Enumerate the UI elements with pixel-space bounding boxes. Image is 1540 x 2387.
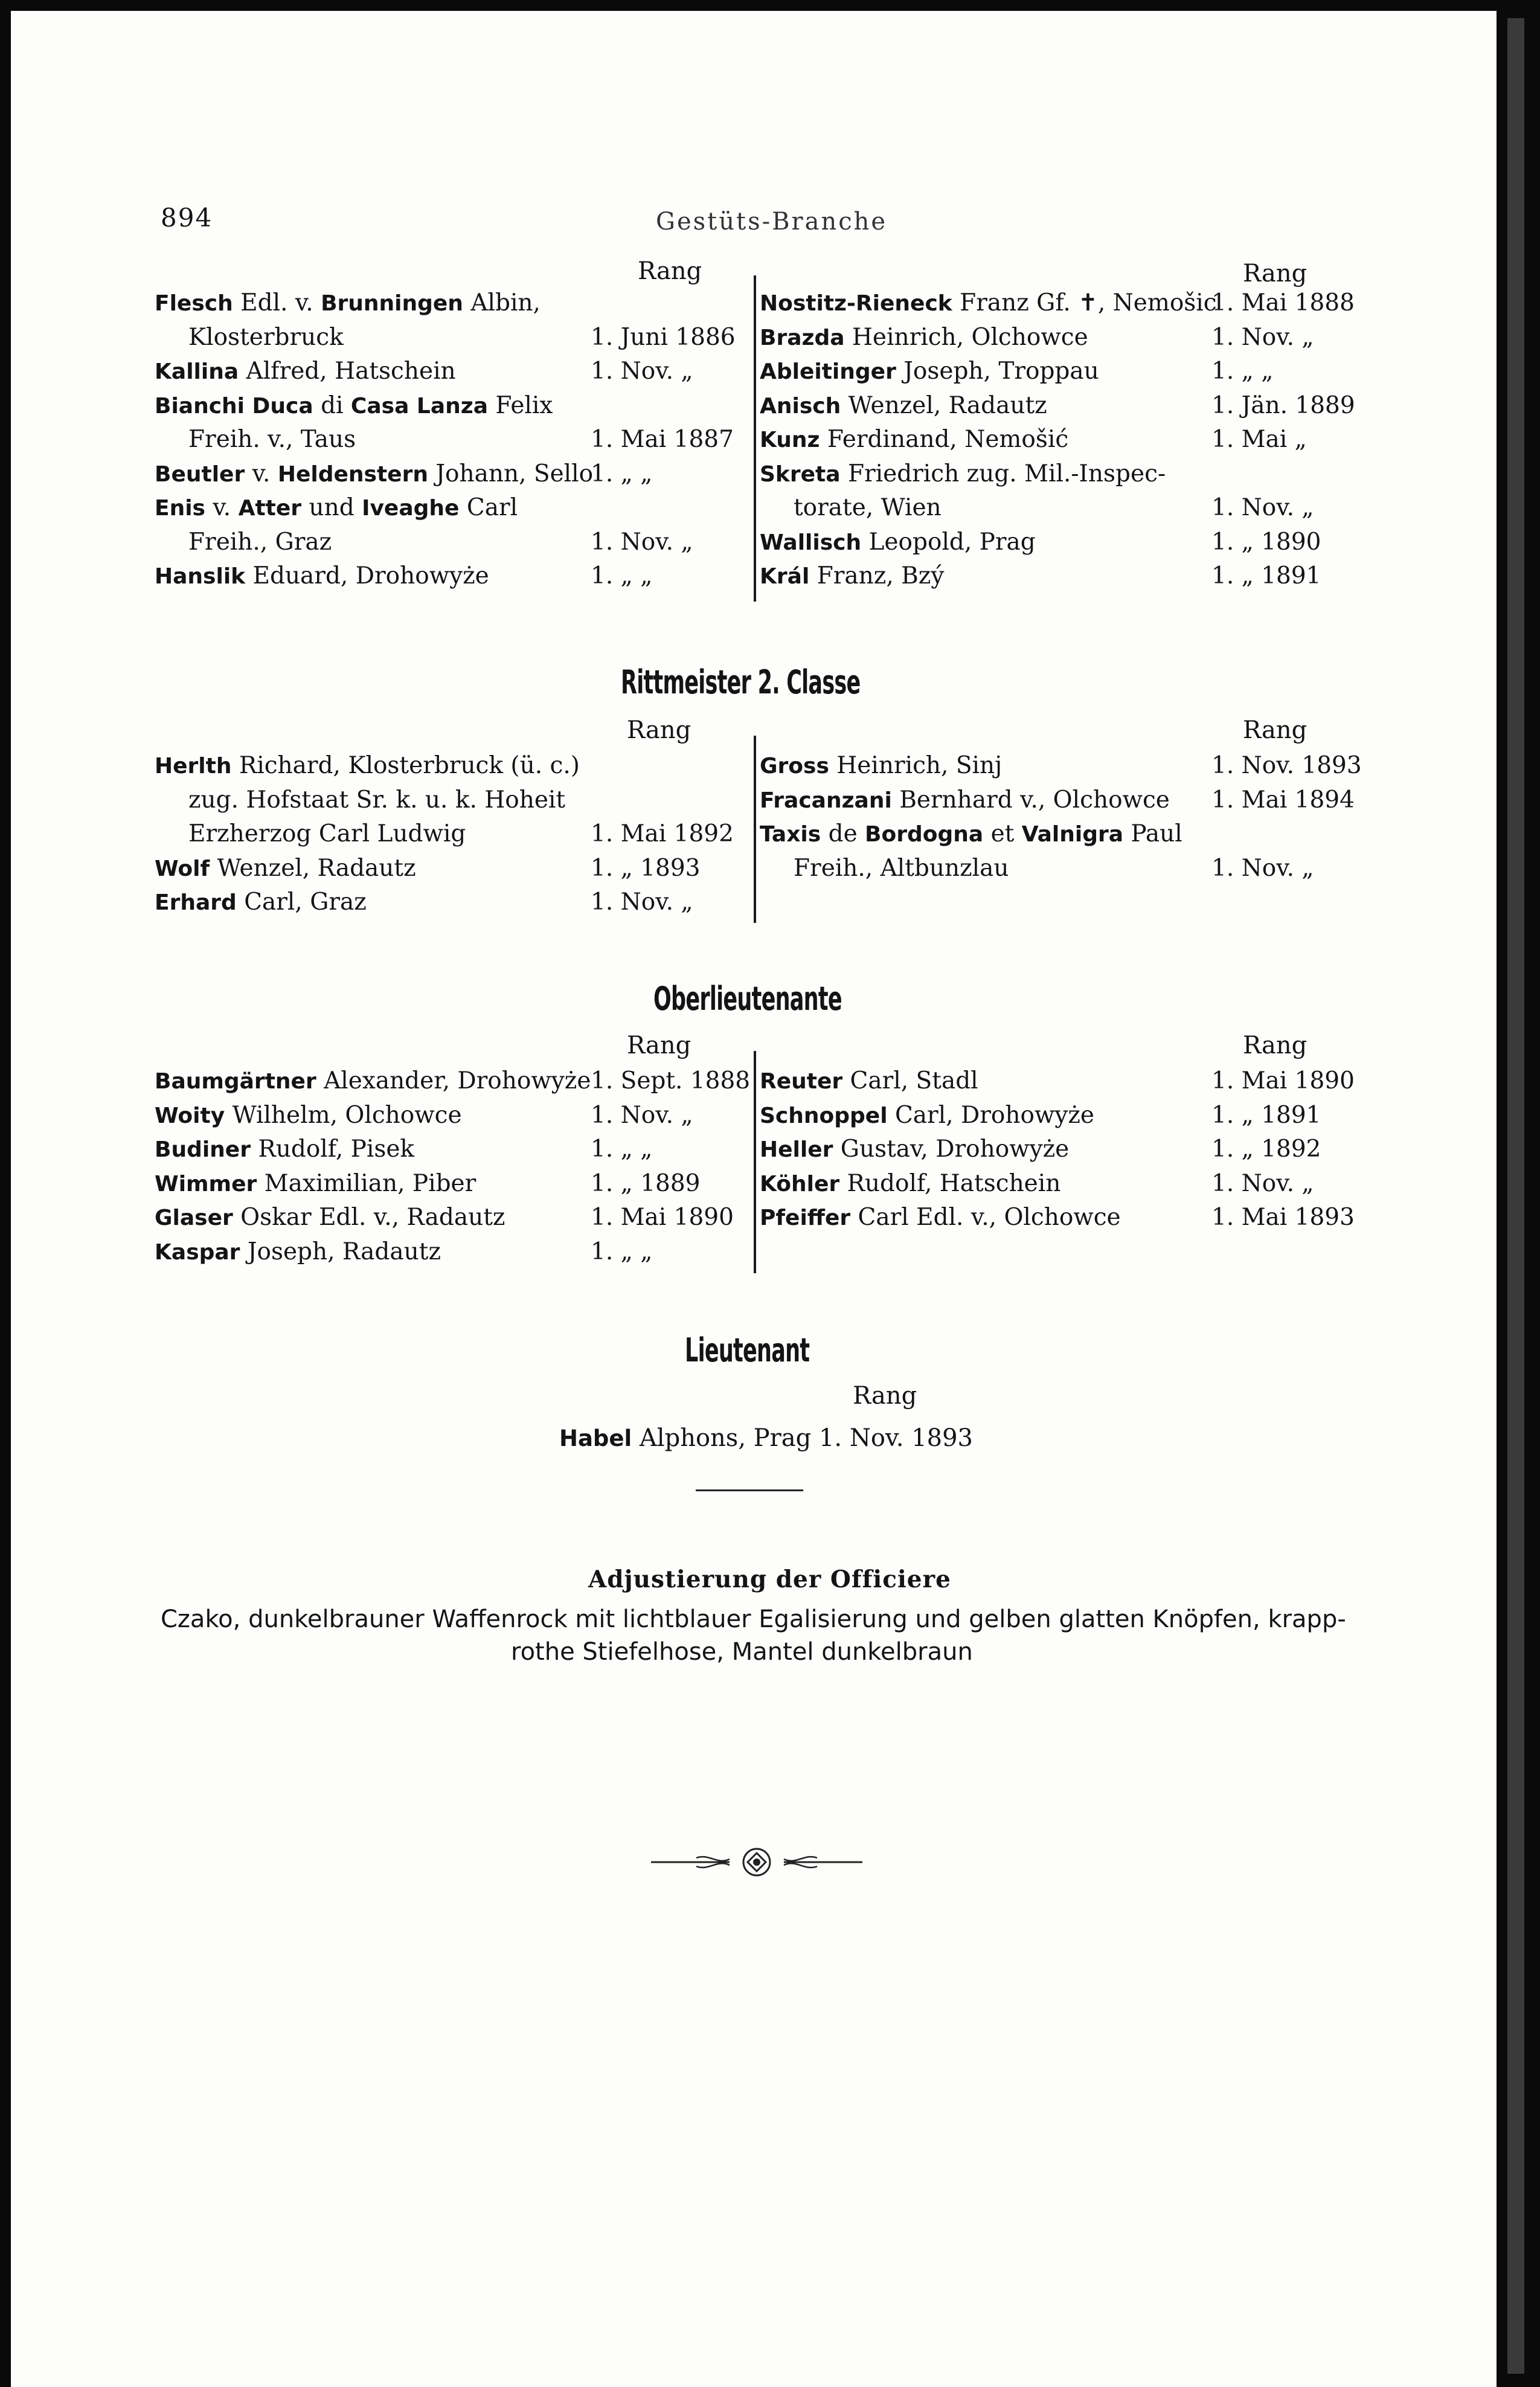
list-item	[760, 1167, 1358, 1201]
entry-rank-date: 1. Mai 1892	[591, 820, 734, 847]
list-item	[760, 1064, 1358, 1099]
entry-surname: Heller	[760, 1137, 833, 1162]
section-title-oberlieutenante: Oberlieutenante	[653, 980, 842, 1018]
list-item	[155, 525, 752, 560]
section-rule	[696, 1489, 803, 1491]
list-item	[155, 457, 752, 492]
entry-text: Franz Gf. ✝, Nemošic	[952, 289, 1217, 316]
entry-name	[760, 1064, 978, 1099]
entry-text: Carl, Drohowyże	[887, 1101, 1094, 1129]
entry-name	[760, 1132, 1069, 1168]
entry-name	[188, 525, 332, 560]
entry-text: Ferdinand, Nemošić	[820, 426, 1069, 453]
entry-surname: Wolf	[155, 856, 210, 881]
entry-surname: Erhard	[155, 890, 237, 915]
entry-text: Albin,	[463, 289, 541, 316]
entry-surname: Ableitinger	[760, 359, 896, 384]
entry-text: Wilhelm, Olchowce	[225, 1101, 462, 1129]
entry-name	[760, 1201, 1121, 1236]
entry-surname: Brunningen	[321, 291, 463, 316]
ober-right-list	[760, 1064, 1358, 1235]
entry-name	[155, 852, 416, 887]
entry-surname: Hanslik	[155, 564, 246, 589]
entry-surname: Bordogna	[865, 822, 984, 847]
page-number: 894	[161, 203, 213, 233]
entry-text: Heinrich, Olchowce	[844, 323, 1088, 351]
rang-label-ober-left: Rang	[627, 1032, 691, 1059]
entry-name	[760, 749, 1002, 784]
entry-text: Felix	[488, 391, 553, 419]
list-item	[760, 1099, 1358, 1133]
list-item	[155, 817, 752, 852]
entry-name	[188, 817, 466, 852]
entry-name	[188, 783, 565, 818]
entry-surname: Nostitz-Rieneck	[760, 291, 952, 316]
entry-text: Heinrich, Sinj	[829, 752, 1003, 779]
list-item	[760, 525, 1358, 560]
list-item	[760, 423, 1358, 457]
list-item	[760, 355, 1358, 389]
column-divider-ritt	[754, 736, 756, 923]
entry-surname: Atter	[238, 496, 302, 521]
book-page	[11, 11, 1497, 2387]
entry-rank-date: 1. „ 1892	[1211, 1136, 1321, 1163]
entry-surname: Reuter	[760, 1069, 843, 1094]
entry-text: Wenzel, Radautz	[210, 854, 416, 882]
entry-rank-date: 1. Nov. „	[1211, 854, 1314, 882]
list-item	[155, 1064, 752, 1099]
entry-text: Rudolf, Pisek	[250, 1136, 415, 1163]
entry-surname: Bianchi Duca	[155, 393, 313, 419]
lieutenant-date: 1. Nov. 1893	[818, 1424, 974, 1452]
entry-text: v.	[245, 460, 278, 487]
entry-surname: Kunz	[760, 428, 820, 452]
entry-rank-date: 1. „ 1893	[591, 854, 701, 882]
entry-surname: Herlth	[155, 754, 232, 779]
entry-surname: Pfeiffer	[760, 1206, 851, 1230]
list-item	[155, 423, 752, 457]
entry-text: Edl. v.	[233, 289, 321, 316]
entry-text: torate, Wien	[794, 494, 942, 521]
entry-text: Carl, Stadl	[842, 1067, 978, 1094]
entry-surname: Skreta	[760, 461, 841, 487]
entry-text: Erzherzog Carl Ludwig	[188, 820, 466, 847]
entry-rank-date: 1. Mai „	[1211, 426, 1307, 453]
entry-rank-date: 1. Nov. „	[591, 528, 693, 556]
top-left-list	[155, 286, 752, 594]
entry-name	[760, 321, 1088, 356]
list-item	[155, 389, 752, 423]
entry-name	[155, 1235, 441, 1270]
entry-text: zug. Hofstaat Sr. k. u. k. Hoheit	[188, 786, 566, 814]
lieutenant-name: Alphons, Prag	[632, 1424, 819, 1452]
list-item	[155, 749, 752, 783]
entry-rank-date: 1. Juni 1886	[591, 323, 736, 351]
rang-label-top-right: Rang	[1243, 260, 1307, 288]
entry-surname: Baumgärtner	[155, 1069, 316, 1094]
entry-text: Freih., Altbunzlau	[794, 854, 1009, 882]
list-item	[155, 559, 752, 594]
entry-rank-date: 1. „ „	[591, 460, 653, 487]
entry-text: Freih., Graz	[188, 528, 332, 556]
list-item	[760, 286, 1358, 321]
entry-rank-date: 1. Nov. „	[591, 1101, 693, 1129]
entry-rank-date: 1. Nov. „	[1211, 494, 1314, 521]
entry-name	[760, 1167, 1060, 1202]
list-item	[155, 885, 752, 920]
entry-surname: Beutler	[155, 461, 245, 487]
entry-name	[760, 423, 1068, 458]
list-item	[155, 1167, 752, 1201]
entry-surname: Heldenstern	[277, 461, 428, 487]
entry-name	[155, 389, 553, 424]
ornament-divider	[651, 1847, 862, 1877]
entry-name	[155, 286, 541, 321]
top-right-list	[760, 286, 1358, 594]
section-title-lieutenant: Lieutenant	[685, 1331, 810, 1369]
entry-name	[760, 286, 1217, 321]
entry-rank-date: 1. Jän. 1889	[1211, 391, 1355, 419]
list-item	[760, 749, 1362, 783]
entry-text: et	[983, 820, 1022, 847]
entry-name	[760, 783, 1170, 818]
entry-rank-date: 1. „ 1890	[1211, 528, 1321, 556]
entry-rank-date: 1. Nov. „	[1211, 1169, 1314, 1197]
entry-surname: Kaspar	[155, 1239, 240, 1265]
entry-name	[155, 749, 580, 784]
entry-rank-date: 1. Nov. „	[591, 358, 693, 385]
list-item	[760, 1132, 1358, 1167]
list-item	[155, 852, 752, 886]
entry-name	[155, 1167, 476, 1202]
entry-name	[155, 1099, 462, 1134]
entry-text: Leopold, Prag	[861, 528, 1036, 556]
rang-label-ober-right: Rang	[1243, 1032, 1307, 1059]
list-item	[760, 457, 1358, 492]
entry-name	[155, 1064, 591, 1099]
running-title: Gestüts-Branche	[656, 208, 888, 236]
entry-rank-date: 1. Nov. „	[591, 888, 693, 916]
entry-rank-date: 1. „ 1891	[1211, 562, 1321, 590]
entry-name	[760, 817, 1182, 852]
entry-name	[760, 525, 1036, 561]
entry-name	[794, 852, 1009, 886]
entry-text: Joseph, Troppau	[896, 358, 1099, 385]
entry-text: Alfred, Hatschein	[239, 358, 456, 385]
entry-name	[760, 355, 1099, 390]
list-item	[155, 1132, 752, 1167]
entry-text: Carl Edl. v., Olchowce	[850, 1204, 1121, 1231]
list-item	[760, 817, 1358, 852]
entry-text: Paul	[1123, 820, 1182, 847]
lieutenant-surname: Habel	[559, 1425, 632, 1451]
entry-surname: Král	[760, 564, 810, 589]
entry-surname: Enis	[155, 496, 205, 521]
entry-surname: Iveaghe	[362, 496, 460, 521]
entry-surname: Kallina	[155, 359, 239, 384]
ritt-left-list	[155, 749, 752, 920]
entry-surname: Gross	[760, 754, 829, 779]
entry-surname: Valnigra	[1021, 822, 1124, 847]
entry-text: de	[821, 820, 865, 847]
entry-name	[188, 321, 344, 355]
lieutenant-entry	[559, 1424, 973, 1452]
list-item	[155, 286, 752, 321]
entry-text: Carl	[459, 494, 518, 521]
entry-rank-date: 1. „ „	[1211, 358, 1274, 385]
entry-text: Eduard, Drohowyże	[245, 562, 489, 590]
entry-rank-date: 1. Mai 1890	[591, 1204, 734, 1231]
column-divider-ober	[754, 1051, 756, 1273]
entry-surname: Budiner	[155, 1137, 251, 1162]
list-item	[760, 783, 1358, 818]
list-item	[155, 1201, 752, 1235]
list-item	[760, 1201, 1358, 1235]
entry-rank-date: 1. Sept. 1888	[591, 1067, 751, 1094]
entry-name	[155, 491, 518, 526]
list-item	[760, 389, 1358, 423]
entry-text: di	[313, 391, 351, 419]
list-item	[760, 491, 1358, 525]
entry-text: Richard, Klosterbruck (ü. c.)	[231, 752, 580, 779]
entry-surname: Woity	[155, 1103, 225, 1128]
entry-name	[155, 355, 456, 390]
ritt-right-list	[760, 749, 1362, 885]
entry-rank-date: 1. „ „	[591, 1238, 653, 1265]
entry-rank-date: 1. Mai 1888	[1211, 289, 1355, 316]
entry-surname: Taxis	[760, 822, 821, 847]
entry-surname: Wallisch	[760, 530, 862, 555]
entry-name	[155, 885, 367, 920]
entry-rank-date: 1. Nov. „	[1211, 323, 1314, 351]
adjustierung-title: Adjustierung der Officiere	[588, 1566, 951, 1593]
entry-name	[760, 559, 944, 594]
entry-surname: Schnoppel	[760, 1103, 888, 1128]
entry-surname: Wimmer	[155, 1171, 257, 1197]
entry-text: Bernhard v., Olchowce	[891, 786, 1170, 814]
entry-name	[760, 389, 1047, 424]
entry-text: v.	[205, 494, 239, 521]
entry-rank-date: 1. Mai 1890	[1211, 1067, 1355, 1094]
rang-label-lieutenant: Rang	[853, 1382, 917, 1410]
list-item	[155, 321, 752, 355]
entry-surname: Flesch	[155, 291, 233, 316]
entry-rank-date: 1. Mai 1893	[1211, 1204, 1355, 1231]
ober-left-list	[155, 1064, 752, 1269]
list-item	[155, 355, 752, 389]
entry-text: Wenzel, Radautz	[841, 391, 1047, 419]
scan-border-left	[0, 0, 11, 2387]
entry-name	[155, 1201, 505, 1236]
rang-label-ritt-left: Rang	[627, 716, 691, 744]
entry-text: Gustav, Drohowyże	[833, 1136, 1070, 1163]
entry-text: Friedrich zug. Mil.-Inspec-	[840, 460, 1166, 487]
entry-surname: Fracanzani	[760, 788, 892, 813]
entry-surname: Casa Lanza	[350, 393, 488, 419]
list-item	[760, 559, 1358, 594]
entry-surname: Brazda	[760, 325, 845, 350]
entry-text: Klosterbruck	[188, 323, 344, 351]
entry-name	[188, 423, 356, 457]
entry-text: und	[301, 494, 362, 521]
entry-text: Joseph, Radautz	[240, 1238, 441, 1265]
entry-rank-date: 1. „ 1891	[1211, 1101, 1321, 1129]
entry-name	[760, 1099, 1094, 1134]
list-item	[760, 321, 1358, 355]
entry-name	[794, 491, 942, 525]
adjustierung-line-1: Czako, dunkelbrauner Waffenrock mit lichtblauer Egalisierung und gelben glatten Knöpfen, krapp-	[161, 1605, 1346, 1633]
rang-label-ritt-right: Rang	[1243, 716, 1307, 744]
entry-name	[760, 457, 1166, 492]
list-item	[760, 852, 1358, 886]
list-item	[155, 1235, 752, 1270]
entry-text: Oskar Edl. v., Radautz	[233, 1204, 505, 1231]
list-item	[155, 1099, 752, 1133]
column-divider-top	[754, 275, 756, 602]
entry-rank-date: 1. „ 1889	[591, 1169, 701, 1197]
entry-name	[155, 457, 593, 492]
entry-rank-date: 1. „ „	[591, 1136, 653, 1163]
adjustierung-line-2: rothe Stiefelhose, Mantel dunkelbraun	[511, 1638, 973, 1666]
entry-text: Freih. v., Taus	[188, 426, 356, 453]
scan-border-right-inner	[1507, 18, 1524, 2374]
entry-surname: Glaser	[155, 1206, 233, 1230]
entry-text: Johann, Sello	[428, 460, 594, 487]
entry-text: Alexander, Drohowyże	[316, 1067, 591, 1094]
entry-rank-date: 1. „ „	[591, 562, 653, 590]
list-item	[155, 783, 752, 818]
entry-surname: Anisch	[760, 393, 841, 419]
entry-text: Rudolf, Hatschein	[839, 1169, 1061, 1197]
entry-surname: Köhler	[760, 1171, 840, 1197]
entry-text: Maximilian, Piber	[257, 1169, 476, 1197]
entry-text: Franz, Bzý	[809, 562, 945, 590]
scan-border-top	[0, 0, 1540, 11]
entry-text: Carl, Graz	[236, 888, 367, 916]
section-title-rittmeister: Rittmeister 2. Classe	[621, 663, 861, 701]
entry-rank-date: 1. Mai 1887	[591, 426, 734, 453]
entry-name	[155, 1132, 414, 1168]
list-item	[155, 491, 752, 525]
entry-rank-date: 1. Mai 1894	[1211, 786, 1355, 814]
rang-label-top-left: Rang	[638, 257, 702, 285]
entry-rank-date: 1. Nov. 1893	[1211, 752, 1362, 779]
entry-name	[155, 559, 489, 594]
